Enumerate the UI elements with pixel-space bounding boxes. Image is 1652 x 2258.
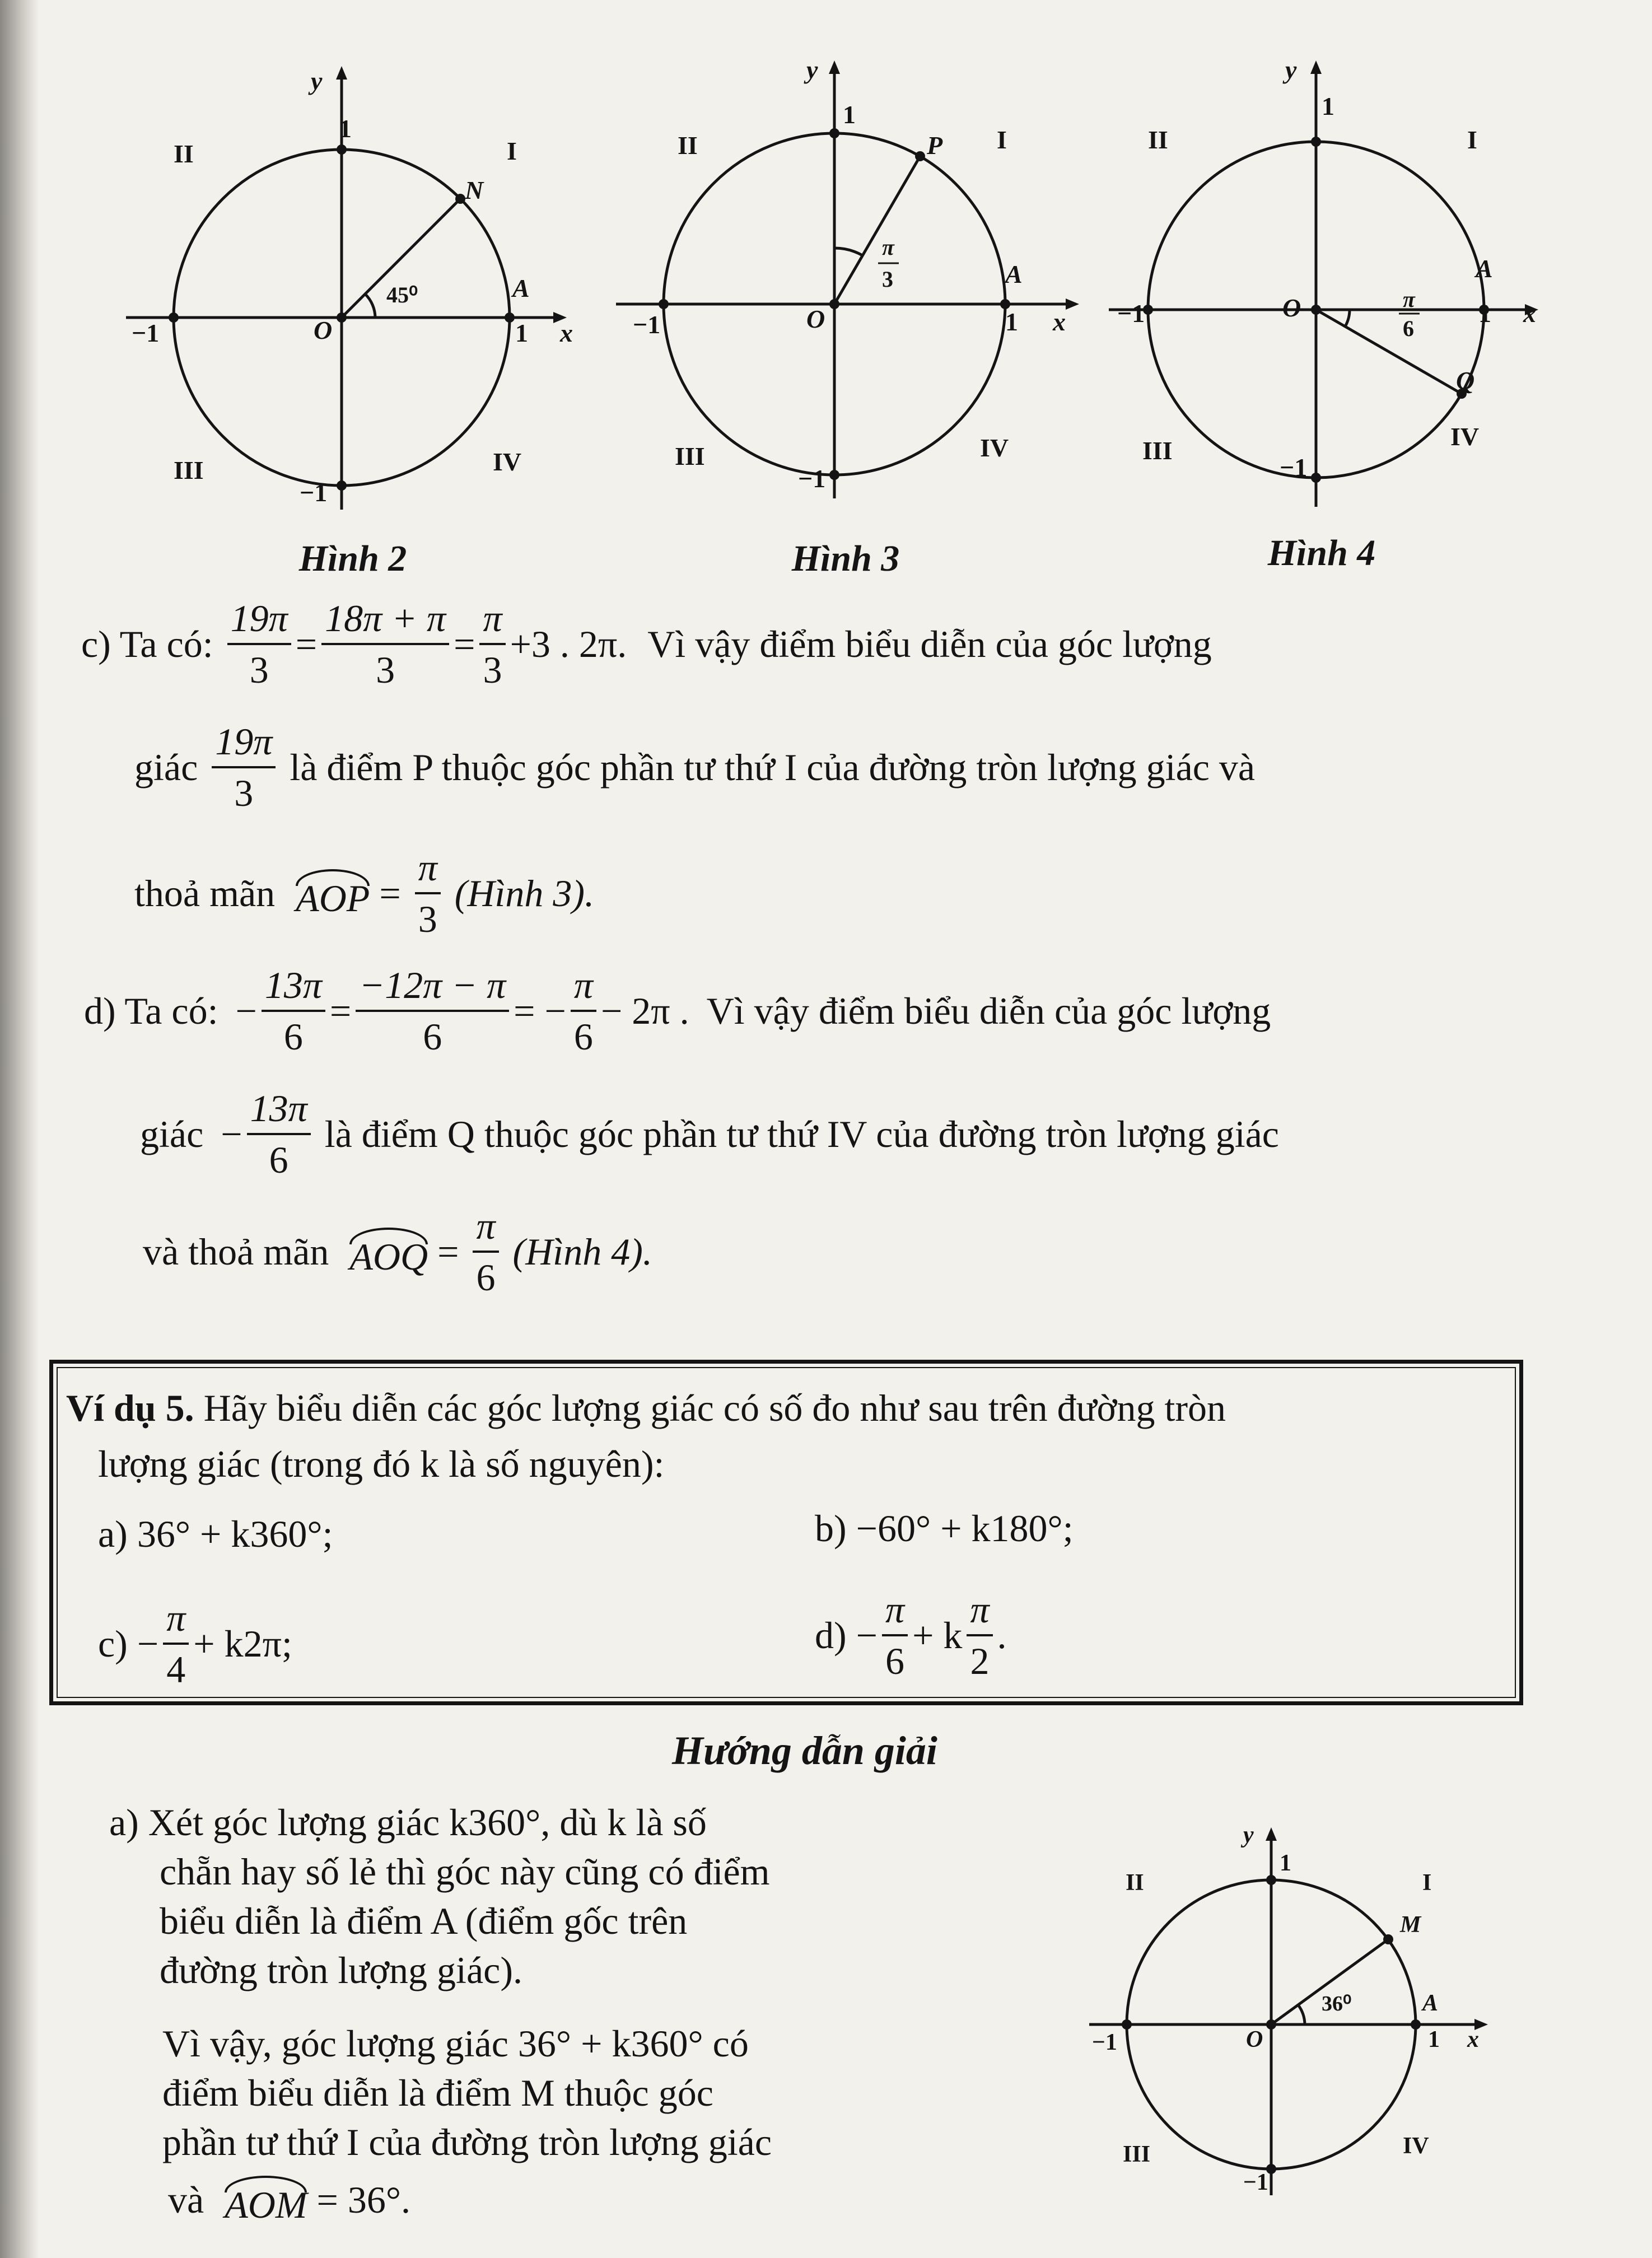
arc-angle-aop: AOP bbox=[296, 869, 370, 917]
figure-reference: (Hình 4). bbox=[512, 1230, 652, 1273]
one-right-label: 1 bbox=[515, 319, 528, 347]
neg-one-bottom-label: −1 bbox=[300, 478, 328, 507]
angle-sign: − bbox=[1378, 295, 1393, 324]
quadrant-ii-label: II bbox=[1148, 125, 1168, 154]
one-right-label: 1 bbox=[1428, 2027, 1440, 2052]
quadrant-i-label: I bbox=[507, 137, 517, 165]
solution-heading: Hướng dẫn giải bbox=[672, 1728, 937, 1773]
denominator: 6 bbox=[885, 1640, 905, 1682]
example-5-title: Ví dụ 5. bbox=[66, 1387, 194, 1429]
quadrant-iii-label: III bbox=[1142, 436, 1173, 465]
neg-one-left-label: −1 bbox=[1092, 2030, 1117, 2055]
y-arrow-icon bbox=[1266, 1827, 1277, 1841]
figure-reference: (Hình 3). bbox=[454, 872, 595, 915]
x-axis-label: x bbox=[1467, 2027, 1479, 2052]
origin-label: O bbox=[314, 316, 333, 344]
text: = 36°. bbox=[316, 2178, 411, 2221]
one-top-label: 1 bbox=[1322, 92, 1334, 120]
quadrant-i-label: I bbox=[1422, 1870, 1432, 1896]
item-c-label: c) − bbox=[98, 1622, 159, 1665]
minus-sign: − bbox=[221, 1113, 242, 1155]
text: và thoả mãn bbox=[143, 1230, 329, 1273]
neg-one-bottom-label: −1 bbox=[1280, 453, 1308, 482]
equals-sign: = bbox=[379, 872, 401, 915]
quadrant-ii-label: II bbox=[678, 131, 698, 160]
item-d-label: d) − bbox=[815, 1614, 878, 1657]
figure-caption-hinh-2: Hình 2 bbox=[298, 538, 407, 579]
denominator: 6 bbox=[476, 1256, 496, 1299]
text-line: chẵn hay số lẻ thì góc này cũng có điểm bbox=[160, 1850, 770, 1893]
neg-one-bottom-label: −1 bbox=[1243, 2170, 1268, 2195]
point-p-label: P bbox=[927, 131, 943, 160]
arc-angle-aom: AOM bbox=[225, 2176, 307, 2224]
origin-label: O bbox=[1282, 293, 1301, 322]
example-5-text: Hãy biểu diễn các góc lượng giác có số đo như sau trên đường tròn bbox=[203, 1387, 1226, 1429]
angle-numerator: π bbox=[1403, 287, 1415, 312]
denominator: 3 bbox=[483, 649, 502, 691]
x-axis-label: x bbox=[1053, 307, 1066, 336]
angle-label: 36⁰ bbox=[1322, 1992, 1352, 2016]
angle-denominator: 3 bbox=[882, 267, 893, 292]
denominator: 6 bbox=[269, 1139, 288, 1181]
numerator: π bbox=[571, 966, 596, 1012]
example-5-item-b: b) −60° + k180°; bbox=[815, 1507, 1074, 1550]
equals-sign: = bbox=[454, 623, 475, 665]
numerator: π bbox=[163, 1599, 189, 1645]
quadrant-iv-label: IV bbox=[1450, 422, 1480, 451]
conclusion-text: Vì vậy điểm biểu diễn của góc lượng bbox=[706, 990, 1271, 1032]
point-a-label: A bbox=[1005, 260, 1023, 288]
denominator: 4 bbox=[166, 1648, 186, 1691]
neg-one-bottom-label: −1 bbox=[798, 464, 826, 493]
quadrant-i-label: I bbox=[1467, 125, 1477, 154]
item-c-tail: + k2π; bbox=[193, 1622, 292, 1665]
neg-one-left-label: −1 bbox=[1117, 299, 1145, 328]
denominator: 2 bbox=[970, 1640, 990, 1682]
text-line: biểu diễn là điểm A (điểm gốc trên bbox=[160, 1900, 688, 1942]
text-line: đường tròn lượng giác). bbox=[160, 1949, 522, 1991]
y-axis-label: y bbox=[1243, 1822, 1254, 1848]
text-line: Vì vậy, góc lượng giác 36° + k360° có bbox=[162, 2022, 749, 2065]
equals-sign: = bbox=[295, 623, 318, 665]
denominator: 3 bbox=[249, 649, 269, 691]
numerator: π bbox=[967, 1590, 992, 1636]
one-right-label: 1 bbox=[1478, 299, 1491, 328]
one-top-label: 1 bbox=[1280, 1850, 1291, 1876]
denominator: 3 bbox=[376, 649, 395, 691]
numerator: π bbox=[479, 599, 505, 645]
point-a-label: A bbox=[512, 274, 530, 302]
part-d-label: d) Ta có: bbox=[84, 990, 218, 1032]
example-5-item-a: a) 36° + k360°; bbox=[98, 1513, 333, 1555]
numerator: 19π bbox=[227, 599, 291, 645]
numerator: π bbox=[415, 848, 441, 894]
text-line: a) Xét góc lượng giác k360°, dù k là số bbox=[109, 1801, 707, 1844]
quadrant-iv-label: IV bbox=[1403, 2133, 1429, 2159]
quadrant-iv-label: IV bbox=[493, 447, 522, 476]
expression-tail: +3 . 2π. bbox=[510, 623, 627, 665]
quadrant-iii-label: III bbox=[174, 456, 204, 484]
y-axis-label: y bbox=[806, 55, 818, 84]
angle-denominator: 6 bbox=[1403, 316, 1414, 341]
numerator: 19π bbox=[212, 722, 276, 768]
denominator: 6 bbox=[573, 1015, 593, 1058]
angle-numerator: π bbox=[882, 235, 894, 260]
one-top-label: 1 bbox=[339, 114, 352, 143]
denominator: 6 bbox=[423, 1015, 442, 1058]
origin-label: O bbox=[806, 305, 825, 333]
point-a-label: A bbox=[1422, 1990, 1439, 2016]
neg-one-left-label: −1 bbox=[132, 319, 160, 347]
expression-tail: − 2π . bbox=[600, 990, 689, 1032]
text-line: phần tư thứ I của đường tròn lượng giác bbox=[162, 2121, 772, 2163]
denominator: 3 bbox=[234, 772, 254, 814]
item-d-mid: + k bbox=[912, 1614, 963, 1657]
y-axis-label: y bbox=[311, 67, 323, 95]
point-n-label: N bbox=[465, 176, 484, 204]
one-right-label: 1 bbox=[1005, 307, 1018, 336]
point-m-label: M bbox=[1400, 1912, 1421, 1938]
text: là điểm P thuộc góc phần tư thứ I của đường tròn lượng giác và bbox=[290, 746, 1256, 789]
minus-sign: − bbox=[235, 990, 257, 1032]
origin-label: O bbox=[1246, 2027, 1263, 2052]
text: giác bbox=[140, 1113, 204, 1155]
one-top-label: 1 bbox=[843, 100, 856, 129]
text: là điểm Q thuộc góc phần tư thứ IV của đường tròn lượng giác bbox=[324, 1113, 1279, 1155]
neg-one-left-label: −1 bbox=[633, 310, 661, 339]
item-d-tail: . bbox=[997, 1614, 1007, 1657]
quadrant-iii-label: III bbox=[1123, 2142, 1151, 2167]
x-axis-label: x bbox=[1523, 299, 1536, 328]
part-c-label: c) Ta có: bbox=[81, 623, 213, 665]
numerator: π bbox=[882, 1590, 908, 1636]
text-line: điểm biểu diễn là điểm M thuộc góc bbox=[162, 2072, 713, 2114]
y-axis-label: y bbox=[1285, 55, 1297, 84]
arc-angle-aoq: AOQ bbox=[349, 1228, 428, 1276]
denominator: 6 bbox=[283, 1015, 303, 1058]
angle-label: 45⁰ bbox=[386, 282, 418, 307]
text: và bbox=[168, 2178, 204, 2221]
figure-caption-hinh-3: Hình 3 bbox=[791, 538, 900, 579]
equals-sign: = bbox=[329, 990, 352, 1032]
numerator: −12π − π bbox=[356, 966, 509, 1012]
x-axis-label: x bbox=[560, 319, 573, 347]
equals-sign: = bbox=[437, 1230, 459, 1273]
point-q-label: Q bbox=[1456, 366, 1475, 395]
example-5-line-2: lượng giác (trong đó k là số nguyên): bbox=[98, 1443, 665, 1485]
quadrant-ii-label: II bbox=[174, 139, 194, 168]
equals-sign: = − bbox=[514, 990, 566, 1032]
quadrant-iv-label: IV bbox=[980, 433, 1009, 462]
figure-caption-hinh-4: Hình 4 bbox=[1267, 533, 1376, 573]
text: giác bbox=[134, 746, 198, 789]
conclusion-text: Vì vậy điểm biểu diễn của góc lượng bbox=[647, 623, 1212, 665]
numerator: 13π bbox=[247, 1089, 311, 1135]
numerator: 13π bbox=[262, 966, 325, 1012]
quadrant-ii-label: II bbox=[1126, 1870, 1144, 1896]
quadrant-iii-label: III bbox=[675, 442, 705, 470]
point-a-label: A bbox=[1476, 254, 1493, 283]
quadrant-i-label: I bbox=[997, 125, 1007, 154]
numerator: π bbox=[473, 1207, 498, 1253]
denominator: 3 bbox=[418, 898, 437, 940]
text: thoả mãn bbox=[134, 872, 276, 915]
numerator: 18π + π bbox=[321, 599, 449, 645]
